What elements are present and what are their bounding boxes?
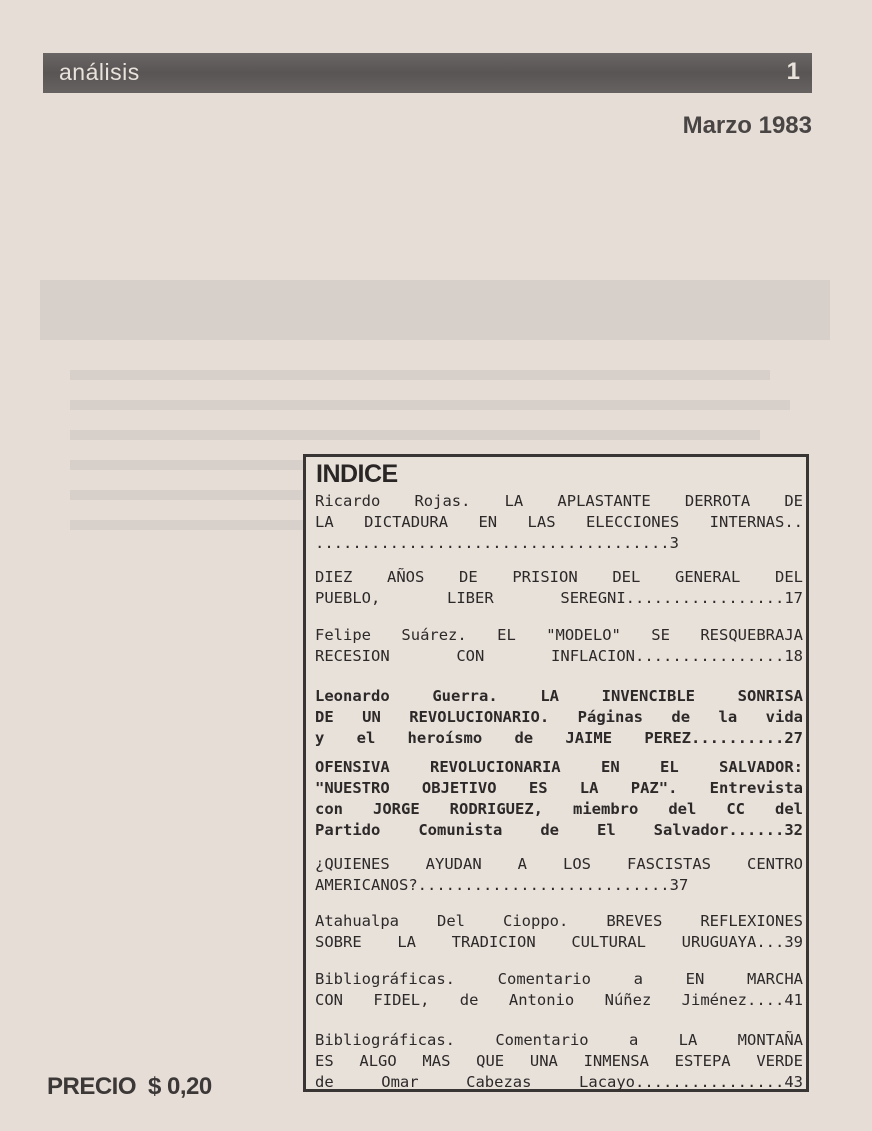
toc-entry-line: Bibliográficas. Comentario a EN MARCHA [315, 970, 803, 988]
toc-entry [315, 686, 803, 749]
toc-entry [315, 625, 803, 667]
toc-entry-line: OFENSIVA REVOLUCIONARIA EN EL SALVADOR: [315, 758, 803, 776]
toc-entry-line: LA DICTADURA EN LAS ELECCIONES INTERNAS.. [315, 513, 803, 531]
toc-entry-line: con JORGE RODRIGUEZ, miembro del CC del [315, 800, 803, 818]
toc-entry-line: Ricardo Rojas. LA APLASTANTE DERROTA DE [315, 492, 803, 510]
section-label: análisis [59, 59, 140, 85]
toc-entry-line: Atahualpa Del Cioppo. BREVES REFLEXIONES [315, 912, 803, 930]
index-title: INDICE [316, 460, 398, 488]
toc-entry [315, 969, 803, 1011]
price-label: PRECIO [47, 1073, 137, 1100]
toc-entry-line: SOBRE LA TRADICION CULTURAL URUGUAYA...39 [315, 933, 803, 951]
table-of-contents [303, 454, 809, 1092]
toc-entry [315, 1030, 803, 1093]
toc-entry-line: "NUESTRO OBJETIVO ES LA PAZ". Entrevista [315, 779, 803, 797]
toc-entry-line: ES ALGO MAS QUE UNA INMENSA ESTEPA VERDE [315, 1052, 803, 1070]
toc-entry-line: Partido Comunista de El Salvador......32 [315, 821, 803, 839]
section-header-bar [43, 53, 812, 93]
toc-entry-line: AMERICANOS?...........................37 [315, 876, 689, 894]
issue-date: Marzo 1983 [682, 112, 812, 139]
toc-entry [315, 491, 803, 554]
toc-entry [315, 911, 803, 953]
toc-entry [315, 567, 803, 609]
toc-entry-line: ¿QUIENES AYUDAN A LOS FASCISTAS CENTRO [315, 855, 803, 873]
toc-entry-line: PUEBLO, LIBER SEREGNI.................17 [315, 589, 803, 607]
toc-entry-line: de Omar Cabezas Lacayo................43 [315, 1073, 803, 1091]
toc-entry [315, 854, 803, 896]
toc-entry-line: DIEZ AÑOS DE PRISION DEL GENERAL DEL [315, 568, 803, 586]
price-tag [47, 1073, 212, 1101]
page-number: 1 [786, 58, 800, 85]
toc-entry-line: DE UN REVOLUCIONARIO. Páginas de la vida [315, 708, 803, 726]
toc-entry-line: y el heroísmo de JAIME PEREZ..........27 [315, 729, 803, 747]
price-amount: $ 0,20 [148, 1073, 212, 1100]
toc-entry-line: RECESION CON INFLACION................18 [315, 647, 803, 665]
toc-entry [315, 757, 803, 841]
toc-entry-line: Bibliográficas. Comentario a LA MONTAÑA [315, 1031, 803, 1049]
toc-entry-line: Felipe Suárez. EL "MODELO" SE RESQUEBRAJA [315, 626, 803, 644]
toc-entry-line: ......................................3 [315, 534, 679, 552]
toc-entry-line: Leonardo Guerra. LA INVENCIBLE SONRISA [315, 687, 803, 705]
toc-entry-line: CON FIDEL, de Antonio Núñez Jiménez....41 [315, 991, 803, 1009]
